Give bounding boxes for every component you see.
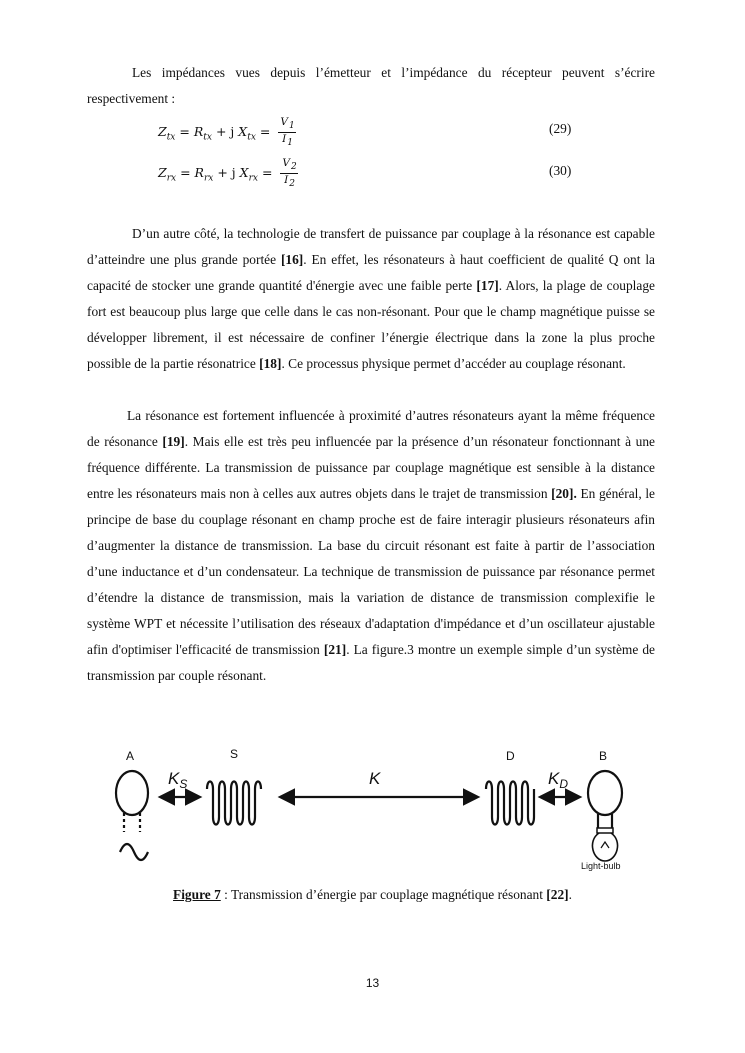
label-light-bulb: Light-bulb: [581, 861, 621, 871]
ref-17: [17]: [476, 278, 499, 293]
ref-19: [19]: [162, 434, 185, 449]
ref-20: [20].: [551, 486, 577, 501]
label-s: S: [230, 747, 239, 761]
paragraph-resonant-coupling: D’un autre côté, la technologie de transfert de puissance par couplage à la résonance est capable d’atteindre une plus grande portée [16]. En effet, les résonateurs à haut coefficient de qualité Q ont la capacité de stocker une grande quantité d'énergie avec une faible perte [17]. Alors, la plage de couplage fort est beaucoup plus large que celle dans le cas non-résonant. Pour que le champ magnétique puisse se développer librement, il est nécessaire de confiner l’énergie électrique dans la zone la plus proche possible de la partie résonatrice [18]. Ce processus physique permet d’accéder au couplage résonant.: [87, 226, 656, 371]
coil-d: [486, 782, 534, 825]
ref-18: [18]: [259, 356, 282, 371]
ref-21: [21]: [323, 642, 347, 657]
ref-16: [16]: [280, 252, 304, 267]
paragraph-resonance: La résonance est fortement influencée à proximité d’autres résonateurs ayant la même fréquence de résonance [19]. Mais elle est très peu influencée par la présence d’un résonateur fonctionnant à une fréquence différente. La transmission de puissance par couplage magnétique est sensible à la distance entre les résonateurs mais non à celles aux autres objets dans le trajet de transmission [20]. En général, le principe de base du couplage résonant en champ proche est de faire interagir plusieurs résonateurs afin d’augmenter la distance de transmission. La base du circuit résonant est faite à partir de l’association d’une inductance et d’un condensateur. La technique de transmission de puissance par résonance permet d’étendre la distance de transmission, mais la variation de distance de transmission complexifie le système WPT et nécessite l’utilisation des réseaux d'adaptation d'impédance et d’un oscillateur ajustable afin d'optimiser l'efficacité de transmission [21]. La figure.3 montre un exemple simple d’un système de transmission par couple résonant.: [87, 408, 655, 683]
label-a: A: [126, 749, 135, 763]
coil-s: [207, 782, 261, 825]
equation-number-29: (29): [549, 121, 572, 136]
resonant-coupling-figure: [0, 740, 745, 880]
equation-number-30: (30): [549, 163, 572, 178]
equation-30: $Z_{rx} = R_{rx} + j$ $X_{rx}$ = $\frac{V_2}{I_2}$: [158, 157, 297, 190]
load-loop-b: [588, 771, 622, 861]
intro-paragraph: [87, 60, 655, 112]
svg-text:KD: $K_D$: [548, 769, 569, 791]
equation-29: $Z_{tx} = R_{tx} + j$ $X_{tx}$ = $\frac{V_1}{I_1}$: [158, 116, 295, 149]
source-loop-a: [116, 771, 148, 860]
figure-caption: Figure 7 : Transmission d’énergie par couplage magnétique résonant [22].: [173, 887, 572, 902]
label-k: K: [369, 769, 381, 788]
label-b: B: [599, 749, 608, 763]
svg-text:KS: $K_S$: [168, 769, 188, 791]
page-number: 13: [365, 976, 380, 990]
label-d: D: [506, 749, 515, 763]
intro-text: Les impédances vues depuis l’émetteur et l’impédance du récepteur peuvent s’écrire respectivement :: [87, 65, 655, 106]
